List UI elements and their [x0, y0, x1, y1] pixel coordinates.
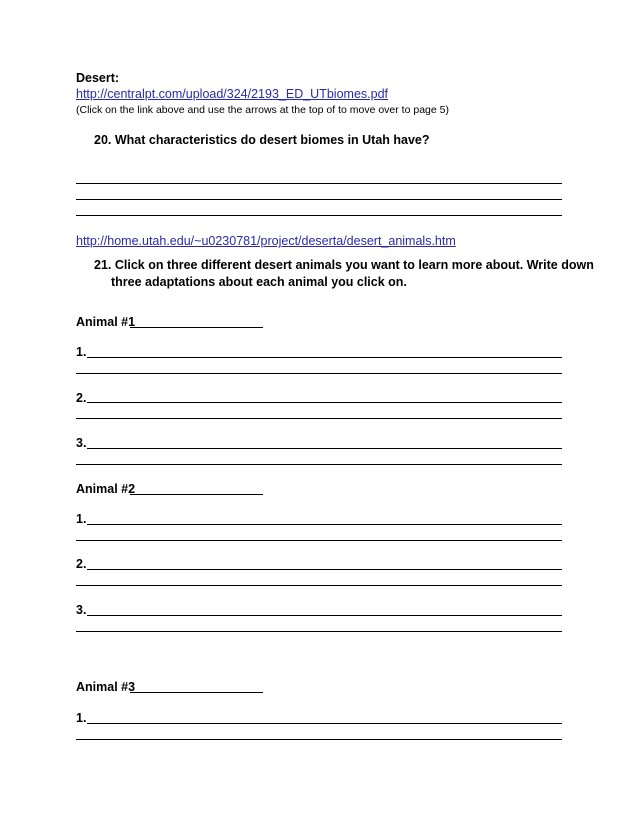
adaptation-number: 1. — [76, 711, 87, 725]
question-21-line-2: three adaptations about each animal you click on. — [111, 275, 407, 289]
animal-name-line — [130, 692, 263, 693]
animal-label: Animal #2 — [76, 482, 136, 496]
answer-line — [76, 464, 562, 465]
question-20: 20. What characteristics do desert biomes in Utah have? — [94, 133, 430, 147]
animal-label: Animal #1 — [76, 315, 136, 329]
adaptation-number: 2. — [76, 557, 87, 571]
answer-line — [76, 739, 562, 740]
animal-label: Animal #3 — [76, 680, 136, 694]
answer-line — [76, 540, 562, 541]
answer-line — [87, 615, 562, 616]
answer-line — [76, 373, 562, 374]
answer-line — [76, 183, 562, 184]
biomes-pdf-link[interactable]: http://centralpt.com/upload/324/2193_ED_UTbiomes.pdf — [76, 87, 388, 101]
answer-line — [76, 418, 562, 419]
answer-line — [76, 631, 562, 632]
answer-line — [87, 402, 562, 403]
link-instruction-note: (Click on the link above and use the arrows at the top of to move over to page 5) — [76, 104, 449, 116]
answer-line — [87, 723, 562, 724]
animal-name-line — [130, 327, 263, 328]
adaptation-number: 3. — [76, 436, 87, 450]
answer-line — [87, 569, 562, 570]
answer-line — [76, 199, 562, 200]
answer-line — [76, 215, 562, 216]
answer-line — [87, 357, 562, 358]
adaptation-number: 3. — [76, 603, 87, 617]
section-title: Desert: — [76, 71, 120, 85]
animal-name-line — [130, 494, 263, 495]
adaptation-number: 1. — [76, 512, 87, 526]
adaptation-number: 1. — [76, 345, 87, 359]
adaptation-number: 2. — [76, 391, 87, 405]
answer-line — [76, 585, 562, 586]
answer-line — [87, 524, 562, 525]
question-21-line-1: 21. Click on three different desert animals you want to learn more about. Write down — [94, 258, 594, 272]
answer-line — [87, 448, 562, 449]
desert-animals-link[interactable]: http://home.utah.edu/~u0230781/project/deserta/desert_animals.htm — [76, 234, 456, 248]
